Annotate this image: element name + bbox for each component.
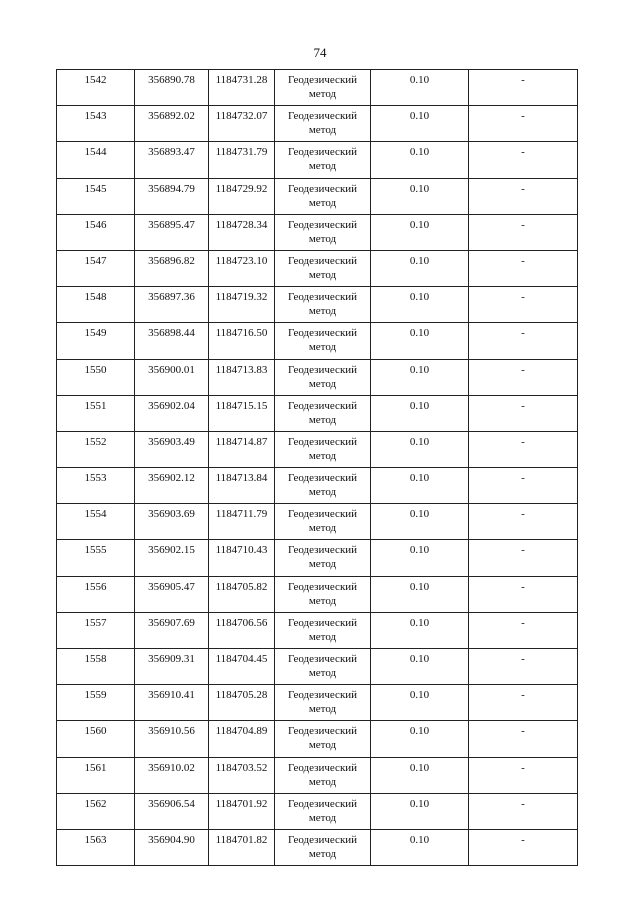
point-number-cell: 1547 <box>57 250 135 286</box>
description-cell: - <box>469 323 578 359</box>
x-coordinate-cell: 356897.36 <box>135 287 209 323</box>
description-cell: - <box>469 359 578 395</box>
y-coordinate-cell: 1184719.32 <box>209 287 275 323</box>
y-coordinate-cell: 1184732.07 <box>209 106 275 142</box>
accuracy-cell: 0.10 <box>371 793 469 829</box>
description-cell: - <box>469 649 578 685</box>
accuracy-cell: 0.10 <box>371 214 469 250</box>
point-number-cell: 1551 <box>57 395 135 431</box>
method-cell: Геодезический метод <box>275 142 371 178</box>
point-number-cell: 1561 <box>57 757 135 793</box>
point-number-cell: 1553 <box>57 468 135 504</box>
table-row <box>57 793 578 829</box>
x-coordinate-cell: 356902.04 <box>135 395 209 431</box>
x-coordinate-cell: 356898.44 <box>135 323 209 359</box>
x-coordinate-cell: 356894.79 <box>135 178 209 214</box>
y-coordinate-cell: 1184715.15 <box>209 395 275 431</box>
x-coordinate-cell: 356903.49 <box>135 431 209 467</box>
table-row <box>57 142 578 178</box>
table-row <box>57 685 578 721</box>
accuracy-cell: 0.10 <box>371 287 469 323</box>
description-cell: - <box>469 721 578 757</box>
description-cell: - <box>469 757 578 793</box>
accuracy-cell: 0.10 <box>371 829 469 865</box>
y-coordinate-cell: 1184706.56 <box>209 612 275 648</box>
x-coordinate-cell: 356905.47 <box>135 576 209 612</box>
x-coordinate-cell: 356910.41 <box>135 685 209 721</box>
page-number: 74 <box>313 45 327 60</box>
method-cell: Геодезический метод <box>275 106 371 142</box>
table-row <box>57 323 578 359</box>
x-coordinate-cell: 356895.47 <box>135 214 209 250</box>
accuracy-cell: 0.10 <box>371 70 469 106</box>
method-cell: Геодезический метод <box>275 649 371 685</box>
method-cell: Геодезический метод <box>275 178 371 214</box>
method-cell: Геодезический метод <box>275 70 371 106</box>
x-coordinate-cell: 356909.31 <box>135 649 209 685</box>
description-cell: - <box>469 287 578 323</box>
table-row <box>57 287 578 323</box>
table-row <box>57 214 578 250</box>
x-coordinate-cell: 356903.69 <box>135 504 209 540</box>
description-cell: - <box>469 106 578 142</box>
x-coordinate-cell: 356910.02 <box>135 757 209 793</box>
accuracy-cell: 0.10 <box>371 649 469 685</box>
point-number-cell: 1542 <box>57 70 135 106</box>
y-coordinate-cell: 1184710.43 <box>209 540 275 576</box>
point-number-cell: 1552 <box>57 431 135 467</box>
y-coordinate-cell: 1184701.92 <box>209 793 275 829</box>
accuracy-cell: 0.10 <box>371 757 469 793</box>
accuracy-cell: 0.10 <box>371 612 469 648</box>
point-number-cell: 1563 <box>57 829 135 865</box>
point-number-cell: 1543 <box>57 106 135 142</box>
method-cell: Геодезический метод <box>275 323 371 359</box>
method-cell: Геодезический метод <box>275 359 371 395</box>
description-cell: - <box>469 793 578 829</box>
x-coordinate-cell: 356902.12 <box>135 468 209 504</box>
method-cell: Геодезический метод <box>275 540 371 576</box>
point-number-cell: 1546 <box>57 214 135 250</box>
accuracy-cell: 0.10 <box>371 504 469 540</box>
accuracy-cell: 0.10 <box>371 576 469 612</box>
x-coordinate-cell: 356904.90 <box>135 829 209 865</box>
method-cell: Геодезический метод <box>275 287 371 323</box>
x-coordinate-cell: 356907.69 <box>135 612 209 648</box>
method-cell: Геодезический метод <box>275 576 371 612</box>
method-cell: Геодезический метод <box>275 395 371 431</box>
y-coordinate-cell: 1184716.50 <box>209 323 275 359</box>
method-cell: Геодезический метод <box>275 431 371 467</box>
point-number-cell: 1555 <box>57 540 135 576</box>
accuracy-cell: 0.10 <box>371 685 469 721</box>
table-row <box>57 649 578 685</box>
point-number-cell: 1562 <box>57 793 135 829</box>
y-coordinate-cell: 1184704.45 <box>209 649 275 685</box>
method-cell: Геодезический метод <box>275 214 371 250</box>
y-coordinate-cell: 1184713.84 <box>209 468 275 504</box>
description-cell: - <box>469 576 578 612</box>
description-cell: - <box>469 468 578 504</box>
description-cell: - <box>469 250 578 286</box>
coordinates-table <box>56 69 578 866</box>
x-coordinate-cell: 356893.47 <box>135 142 209 178</box>
point-number-cell: 1556 <box>57 576 135 612</box>
point-number-cell: 1544 <box>57 142 135 178</box>
y-coordinate-cell: 1184728.34 <box>209 214 275 250</box>
table-row <box>57 395 578 431</box>
point-number-cell: 1548 <box>57 287 135 323</box>
accuracy-cell: 0.10 <box>371 359 469 395</box>
method-cell: Геодезический метод <box>275 829 371 865</box>
method-cell: Геодезический метод <box>275 468 371 504</box>
table-row <box>57 612 578 648</box>
x-coordinate-cell: 356892.02 <box>135 106 209 142</box>
y-coordinate-cell: 1184711.79 <box>209 504 275 540</box>
accuracy-cell: 0.10 <box>371 178 469 214</box>
y-coordinate-cell: 1184713.83 <box>209 359 275 395</box>
table-row <box>57 576 578 612</box>
description-cell: - <box>469 395 578 431</box>
point-number-cell: 1545 <box>57 178 135 214</box>
table-row <box>57 70 578 106</box>
method-cell: Геодезический метод <box>275 612 371 648</box>
table-row <box>57 540 578 576</box>
accuracy-cell: 0.10 <box>371 142 469 178</box>
y-coordinate-cell: 1184729.92 <box>209 178 275 214</box>
method-cell: Геодезический метод <box>275 721 371 757</box>
table-row <box>57 829 578 865</box>
accuracy-cell: 0.10 <box>371 323 469 359</box>
method-cell: Геодезический метод <box>275 685 371 721</box>
y-coordinate-cell: 1184705.28 <box>209 685 275 721</box>
table-row <box>57 178 578 214</box>
point-number-cell: 1554 <box>57 504 135 540</box>
description-cell: - <box>469 214 578 250</box>
x-coordinate-cell: 356910.56 <box>135 721 209 757</box>
y-coordinate-cell: 1184723.10 <box>209 250 275 286</box>
method-cell: Геодезический метод <box>275 250 371 286</box>
table-body <box>57 70 578 866</box>
table-row <box>57 757 578 793</box>
description-cell: - <box>469 504 578 540</box>
description-cell: - <box>469 142 578 178</box>
y-coordinate-cell: 1184731.28 <box>209 70 275 106</box>
accuracy-cell: 0.10 <box>371 106 469 142</box>
point-number-cell: 1558 <box>57 649 135 685</box>
x-coordinate-cell: 356890.78 <box>135 70 209 106</box>
method-cell: Геодезический метод <box>275 793 371 829</box>
y-coordinate-cell: 1184704.89 <box>209 721 275 757</box>
x-coordinate-cell: 356896.82 <box>135 250 209 286</box>
point-number-cell: 1560 <box>57 721 135 757</box>
point-number-cell: 1550 <box>57 359 135 395</box>
point-number-cell: 1557 <box>57 612 135 648</box>
method-cell: Геодезический метод <box>275 757 371 793</box>
description-cell: - <box>469 540 578 576</box>
description-cell: - <box>469 431 578 467</box>
accuracy-cell: 0.10 <box>371 431 469 467</box>
point-number-cell: 1559 <box>57 685 135 721</box>
accuracy-cell: 0.10 <box>371 721 469 757</box>
y-coordinate-cell: 1184705.82 <box>209 576 275 612</box>
y-coordinate-cell: 1184703.52 <box>209 757 275 793</box>
description-cell: - <box>469 829 578 865</box>
y-coordinate-cell: 1184731.79 <box>209 142 275 178</box>
table-row <box>57 431 578 467</box>
x-coordinate-cell: 356906.54 <box>135 793 209 829</box>
table-row <box>57 359 578 395</box>
description-cell: - <box>469 70 578 106</box>
table-row <box>57 468 578 504</box>
table-row <box>57 250 578 286</box>
description-cell: - <box>469 178 578 214</box>
accuracy-cell: 0.10 <box>371 395 469 431</box>
table-row <box>57 721 578 757</box>
x-coordinate-cell: 356902.15 <box>135 540 209 576</box>
table-row <box>57 106 578 142</box>
description-cell: - <box>469 612 578 648</box>
point-number-cell: 1549 <box>57 323 135 359</box>
y-coordinate-cell: 1184714.87 <box>209 431 275 467</box>
description-cell: - <box>469 685 578 721</box>
accuracy-cell: 0.10 <box>371 250 469 286</box>
accuracy-cell: 0.10 <box>371 468 469 504</box>
method-cell: Геодезический метод <box>275 504 371 540</box>
accuracy-cell: 0.10 <box>371 540 469 576</box>
x-coordinate-cell: 356900.01 <box>135 359 209 395</box>
y-coordinate-cell: 1184701.82 <box>209 829 275 865</box>
table-row <box>57 504 578 540</box>
